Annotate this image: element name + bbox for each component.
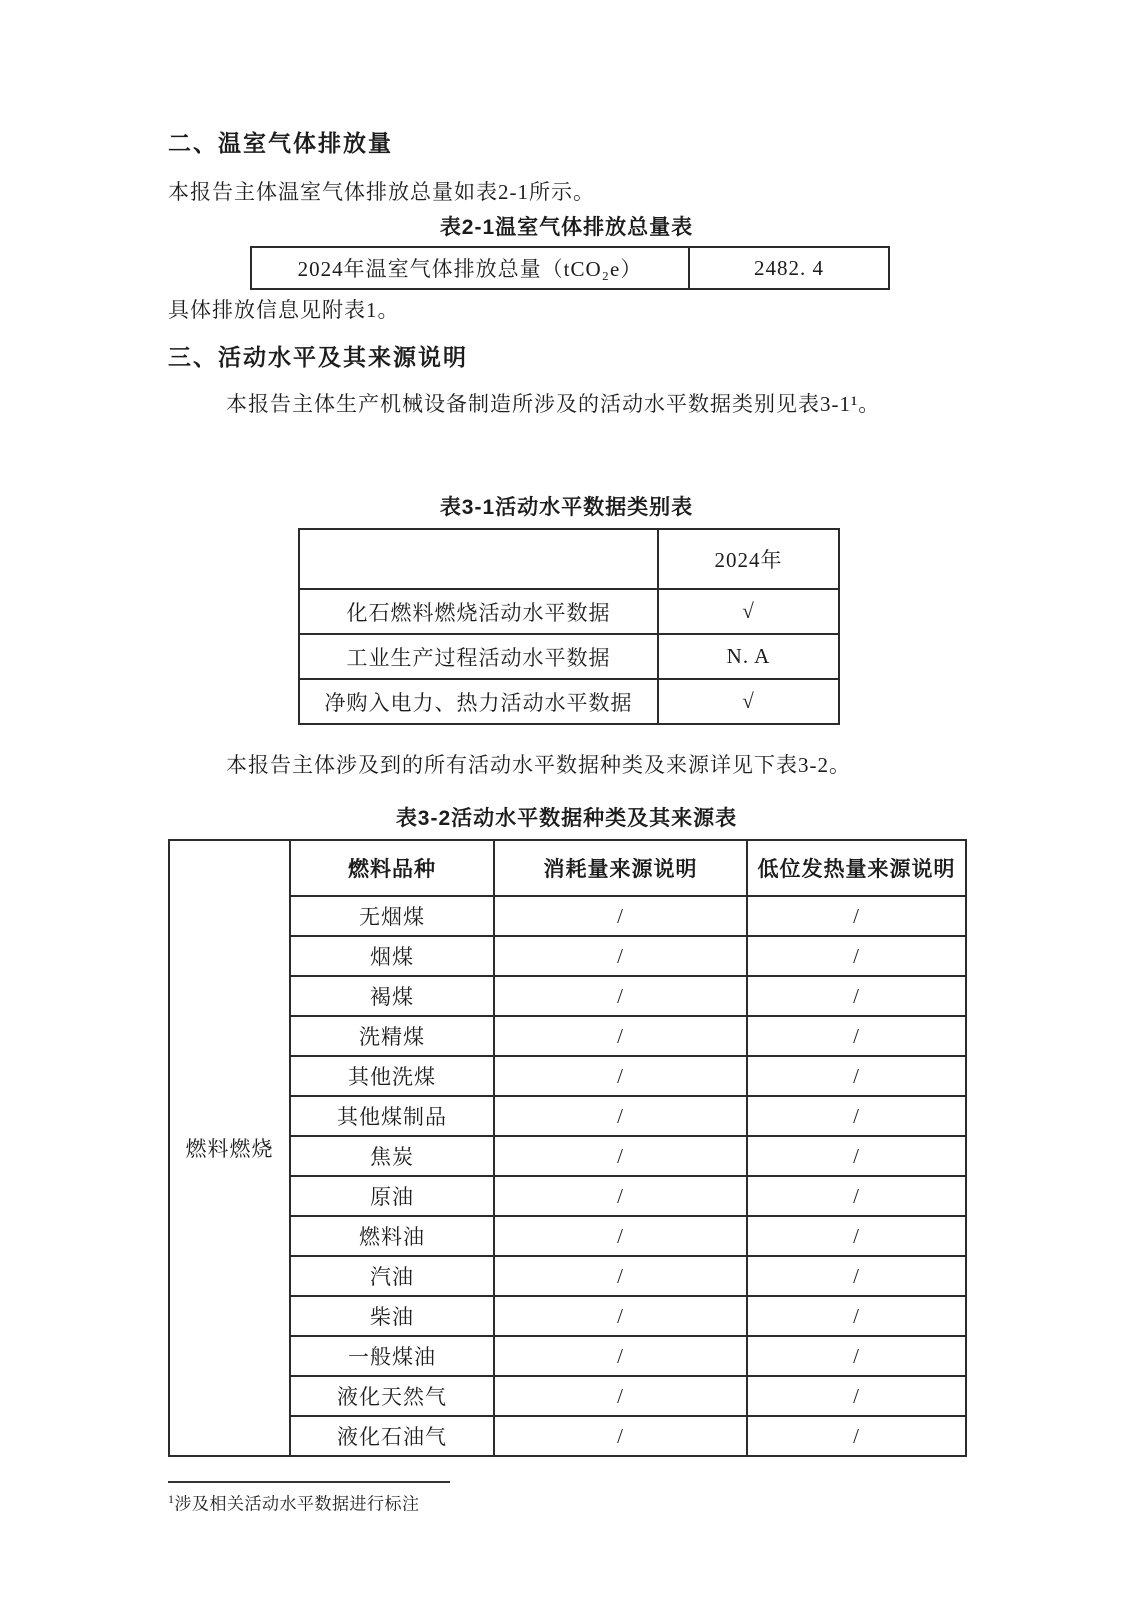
table-row [251,247,889,289]
consumption-source-cell: / [494,976,747,1016]
consumption-source-cell: / [494,896,747,936]
table-2-1-title: 表2-1温室气体排放总量表 [439,216,694,239]
consumption-source-header-cell: 消耗量来源说明 [494,840,747,896]
table-3-2-title: 表3-2活动水平数据种类及其来源表 [395,807,738,830]
heating-value-source-header-cell: 低位发热量来源说明 [747,840,966,896]
heating-value-source-cell: / [747,896,966,936]
fuel-group-cell: 燃料燃烧 [169,840,290,1456]
activity-category-cell: 工业生产过程活动水平数据 [299,634,658,679]
fuel-name-cell: 无烟煤 [290,896,494,936]
fuel-name-cell: 烟煤 [290,936,494,976]
fuel-name-cell: 焦炭 [290,1136,494,1176]
activity-status-cell: √ [658,679,839,724]
fuel-name-cell: 柴油 [290,1296,494,1336]
year-header-cell: 2024年 [658,529,839,589]
fuel-name-cell: 褐煤 [290,976,494,1016]
footnote [168,1487,965,1517]
footnote-text: 涉及相关活动水平数据进行标注 [174,1494,420,1514]
consumption-source-cell: / [494,936,747,976]
activity-category-cell: 净购入电力、热力活动水平数据 [299,679,658,724]
table-3-1 [298,528,840,725]
heating-value-source-cell: / [747,1056,966,1096]
heating-value-source-cell: / [747,1136,966,1176]
consumption-source-cell: / [494,1016,747,1056]
activity-status-cell: N. A [658,634,839,679]
heating-value-source-cell: / [747,1416,966,1456]
empty-corner-cell [299,529,658,589]
fuel-name-cell: 液化天然气 [290,1376,494,1416]
heating-value-source-cell: / [747,1176,966,1216]
consumption-source-cell: / [494,1096,747,1136]
fuel-name-cell: 液化石油气 [290,1416,494,1456]
table-header-row [169,840,966,896]
consumption-source-cell: / [494,1336,747,1376]
table-row [299,529,839,589]
consumption-source-cell: / [494,1176,747,1216]
section-2-heading: 二、温室气体排放量 [168,130,393,156]
heating-value-source-cell: / [747,1256,966,1296]
fuel-name-cell: 燃料油 [290,1216,494,1256]
fuel-type-header-cell: 燃料品种 [290,840,494,896]
fuel-name-cell: 洗精煤 [290,1016,494,1056]
table-row [299,679,839,724]
footnote-marker: 1 [168,1492,175,1506]
heating-value-source-cell: / [747,976,966,1016]
heating-value-source-cell: / [747,1016,966,1056]
fuel-name-cell: 原油 [290,1176,494,1216]
consumption-source-cell: / [494,1056,747,1096]
consumption-source-cell: / [494,1416,747,1456]
total-emissions-label-cell: 2024年温室气体排放总量（tCO₂e） [251,247,689,289]
heating-value-source-cell: / [747,1296,966,1336]
section-3-intro: 本报告主体生产机械设备制造所涉及的活动水平数据类别见表3-1¹。 [226,392,881,416]
activity-category-cell: 化石燃料燃烧活动水平数据 [299,589,658,634]
consumption-source-cell: / [494,1216,747,1256]
fuel-name-cell: 其他煤制品 [290,1096,494,1136]
consumption-source-cell: / [494,1136,747,1176]
fuel-table-body [169,840,966,1456]
section-3-para2: 本报告主体涉及到的所有活动水平数据种类及来源详见下表3-2。 [226,753,851,777]
consumption-source-cell: / [494,1296,747,1336]
section-2-intro: 本报告主体温室气体排放总量如表2-1所示。 [168,180,595,204]
heating-value-source-cell: / [747,936,966,976]
section-2-note: 具体排放信息见附表1。 [168,298,400,322]
heating-value-source-cell: / [747,1336,966,1376]
table-row [299,634,839,679]
footnote-separator [168,1481,450,1483]
fuel-name-cell: 汽油 [290,1256,494,1296]
consumption-source-cell: / [494,1376,747,1416]
fuel-name-cell: 其他洗煤 [290,1056,494,1096]
table-row [299,589,839,634]
activity-status-cell: √ [658,589,839,634]
heating-value-source-cell: / [747,1096,966,1136]
table-3-2 [168,839,967,1457]
section-3-heading: 三、活动水平及其来源说明 [168,344,468,370]
fuel-name-cell: 一般煤油 [290,1336,494,1376]
table-3-1-title: 表3-1活动水平数据类别表 [439,496,694,519]
total-emissions-value-cell: 2482. 4 [689,247,889,289]
table-2-1 [250,246,890,290]
heating-value-source-cell: / [747,1216,966,1256]
consumption-source-cell: / [494,1256,747,1296]
heating-value-source-cell: / [747,1376,966,1416]
